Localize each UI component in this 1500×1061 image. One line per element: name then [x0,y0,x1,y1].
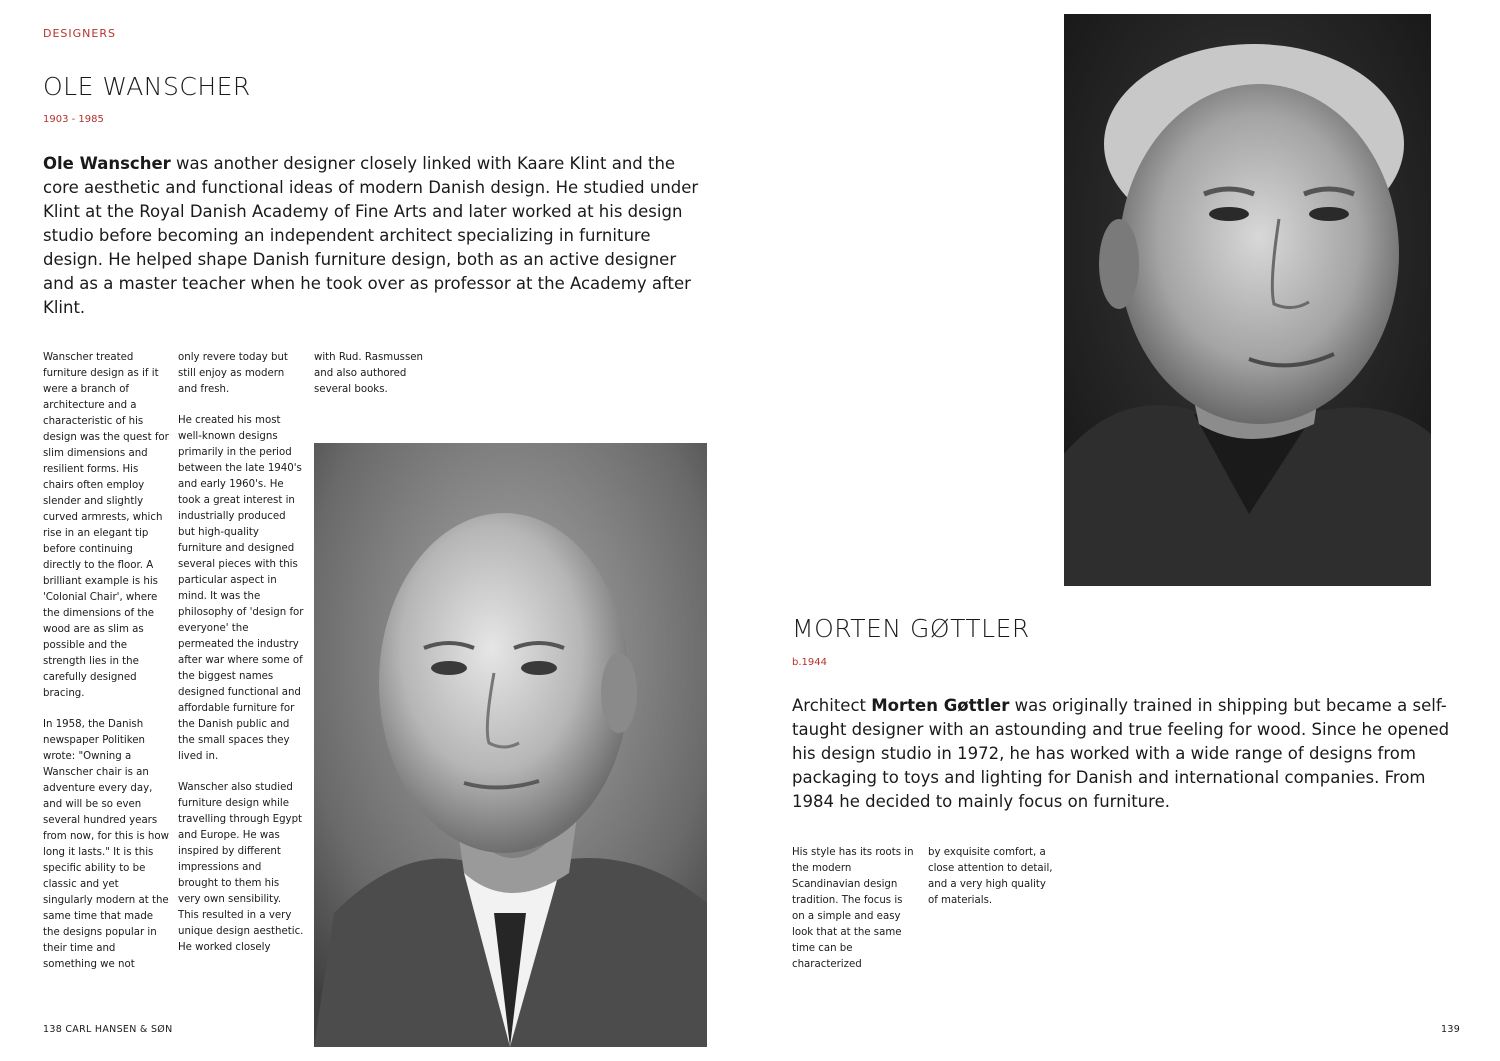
body-paragraph: In 1958, the Danish newspaper Politiken wrote: "Owning a Wanscher chair is an adventure every day, and will be so even several hundred years from now, for this is how long it lasts." It is this specific ability to be classic and yet singularly modern at the same time that made the designs popular in their time and something we not [43,719,169,970]
body-column-2 [178,350,304,971]
body-column-3 [314,350,440,413]
folio-left [43,1024,172,1035]
intro-prefix-gottler: Architect [792,696,872,715]
designer-dates-wanscher: 1903 - 1985 [43,114,104,125]
page-number-right: 139 [1441,1024,1461,1035]
intro-text-gottler: was originally trained in shipping but became a self-taught designer with an astounding and true feeling for wood. Since he opened his design studio in 1972, he has worked with a wide range of designs from packaging to toys and lighting for Danish and international companies. From 1984 he decided to mainly focus on furniture. [792,696,1450,811]
designer-name-gottler: MORTEN GØTTLER [792,614,1030,643]
body-paragraph: His style has its roots in the modern Scandinavian design tradition. The focus is on a simple and easy look that at the same time can be characterized [792,847,914,970]
intro-name-wanscher: Ole Wanscher [43,154,171,173]
portrait-photo-icon [314,443,707,1047]
body-paragraph: with Rud. Rasmussen and also authored several books. [314,352,423,395]
wanscher-portrait [314,443,707,1047]
designer-name-wanscher: OLE WANSCHER [43,72,251,101]
intro-text-wanscher: was another designer closely linked with Kaare Klint and the core aesthetic and functional ideas of modern Danish design. He studied under Klint at the Royal Danish Academy of Fine Arts and later worked at his design studio before becoming an independent architect specializing in furniture design. He helped shape Danish furniture design, both as an active designer and as a master teacher when he took over as professor at the Academy after Klint. [43,154,699,317]
body-column-right-2 [928,845,1054,924]
intro-paragraph-gottler [792,694,1462,814]
intro-name-gottler: Morten Gøttler [871,696,1010,715]
page-number-left: 138 [43,1024,63,1035]
body-column-1 [43,350,169,988]
body-paragraph: only revere today but still enjoy as modern and fresh. [178,352,288,395]
intro-paragraph-wanscher [43,152,703,320]
publication-title: CARL HANSEN & SØN [65,1024,173,1035]
body-paragraph: Wanscher treated furniture design as if it were a branch of architecture and a characteristic of his design was the quest for slim dimensions and resilient forms. His chairs often employ slender and slightly curved armrests, which rise in an elegant tip before continuing directly to the floor. A brilliant example is his 'Colonial Chair', where the dimensions of the wood are as slim as possible and the strength lies in the carefully designed bracing. [43,352,169,699]
body-paragraph: by exquisite comfort, a close attention to detail, and a very high quality of materials. [928,847,1053,906]
body-paragraph: Wanscher also studied furniture design while travelling through Egypt and Europe. He was inspired by different impressions and brought to them his very own sensibility. This resulted in a very unique design aesthetic. He worked closely [178,782,304,953]
section-label: DESIGNERS [43,27,116,40]
designer-dates-gottler: b.1944 [792,657,827,668]
body-paragraph: He created his most well-known designs primarily in the period between the late 1940's and early 1960's. He took a great interest in industrially produced but high-quality furniture and designed several pieces with this particular aspect in mind. It was the philosophy of 'design for everyone' the permeated the industry after war where some of the biggest names designed functional and affordable furniture for the Danish public and the small spaces they lived in. [178,415,304,762]
portrait-photo-icon [1064,14,1431,586]
gottler-portrait [1064,14,1431,586]
body-column-right-1 [792,845,918,988]
